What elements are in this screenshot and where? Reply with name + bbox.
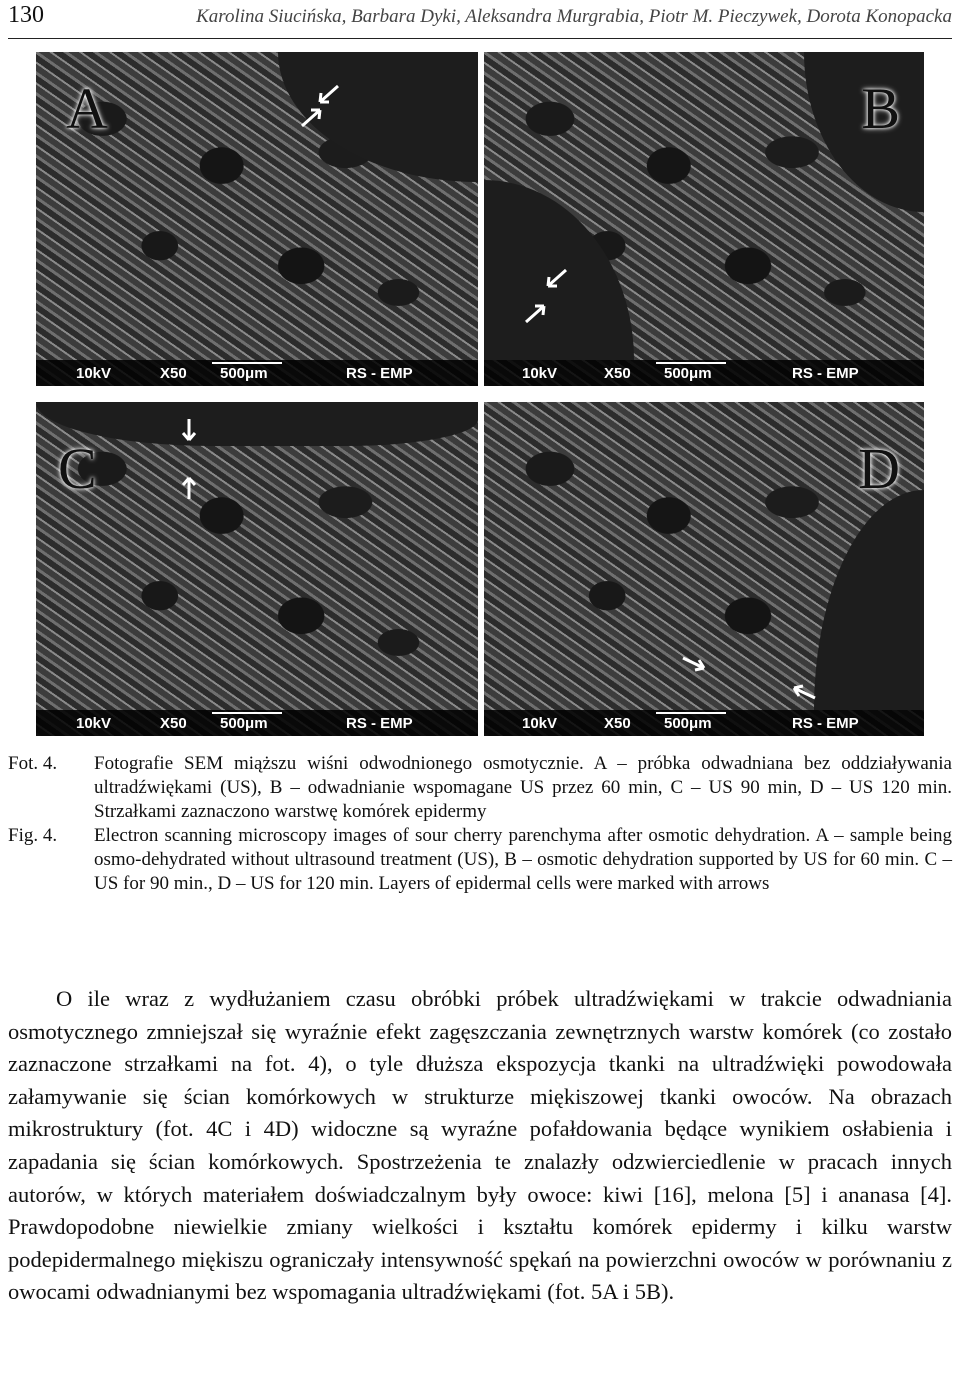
arrow-icon: [788, 678, 818, 708]
arrow-icon: [298, 100, 328, 130]
voltage-label: 10kV: [76, 365, 112, 382]
scale-label: 500μm: [664, 715, 712, 732]
lab-label: RS - EMP: [346, 365, 413, 382]
page-header: [8, 2, 952, 36]
panel-letter-a: A: [66, 76, 108, 141]
arrow-icon: [522, 296, 552, 326]
arrow-icon: [174, 416, 204, 446]
magnification-label: X50: [604, 715, 631, 732]
caption-polish: [8, 752, 952, 824]
magnification-label: X50: [160, 365, 187, 382]
figure-caption: [8, 752, 952, 896]
scale-bar: [484, 710, 924, 736]
sem-panel-a: [36, 52, 478, 386]
scale-bar: [484, 360, 924, 386]
running-authors: Karolina Siucińska, Barbara Dyki, Aleksandra Murgrabia, Piotr M. Pieczywek, Dorota Konopacka: [196, 6, 952, 27]
scale-line: [212, 362, 282, 364]
page-number: 130: [8, 2, 44, 28]
body-paragraph: O ile wraz z wydłużaniem czasu obróbki próbek ultradźwiękami w trakcie odwadniania osmotycznego zmniejszał się wyraźnie efekt zagęszczania zewnętrznych warstw komórek (co zostało zaznaczone strzałkami na fot. 4), o tyle dłuższa ekspozycja tkanki na ultradźwięki powodowała załamywanie się ścian komórkowych w strukturze miękiszowej tkanki owoców. Na obrazach mikrostruktury (fot. 4C i 4D) widoczne są wyraźne pofałdowania będące wynikiem osłabienia i zapadania się ścian komórkowych. Spostrzeżenia te znalazły odzwierciedlenie w pracach innych autorów, w których materiałem doświadczalnym były owoce: kiwi [16], melona [5] i ananasa [4]. Prawdopodobne niewielkie zmiany wielkości i kształtu komórek epidermy i kilku warstw podepidermalnego miękiszu ograniczały intensywność spękań na powierzchni owoców w porównaniu z owocami odwadnianymi bez wspomagania ultradźwiękami (fot. 5A i 5B).: [8, 986, 952, 1305]
lab-label: RS - EMP: [792, 715, 859, 732]
lab-label: RS - EMP: [792, 365, 859, 382]
magnification-label: X50: [604, 365, 631, 382]
sem-panel-d: [484, 402, 924, 736]
scale-line: [656, 362, 726, 364]
caption-english: [8, 824, 952, 896]
scale-line: [656, 712, 726, 714]
scale-label: 500μm: [220, 365, 268, 382]
scale-line: [212, 712, 282, 714]
panel-letter-d: D: [858, 436, 900, 501]
magnification-label: X50: [160, 715, 187, 732]
panel-letter-b: B: [861, 76, 900, 141]
sem-panel-b: [484, 52, 924, 386]
scale-label: 500μm: [664, 365, 712, 382]
scale-label: 500μm: [220, 715, 268, 732]
sem-panel-c: [36, 402, 478, 736]
scale-bar: [36, 360, 478, 386]
caption-text-english: Electron scanning microscopy images of sour cherry parenchyma after osmotic dehydration. A – sample being osmo-dehydrated without ultrasound treatment (US), B – osmotic dehydration supported by US for 60 min. C – US for 90 min., D – US for 120 min. Layers of epidermal cells were marked with arrows: [94, 825, 952, 894]
sem-figure: [36, 52, 924, 736]
arrow-icon: [174, 472, 204, 502]
background-region: [814, 490, 924, 710]
lab-label: RS - EMP: [346, 715, 413, 732]
caption-label-fot: Fot. 4.: [8, 753, 58, 774]
arrow-icon: [680, 648, 710, 678]
background-region: [36, 402, 478, 446]
arrow-icon: [540, 266, 570, 296]
voltage-label: 10kV: [522, 715, 558, 732]
scale-bar: [36, 710, 478, 736]
voltage-label: 10kV: [522, 365, 558, 382]
panel-letter-c: C: [58, 436, 97, 501]
voltage-label: 10kV: [76, 715, 112, 732]
caption-text-polish: Fotografie SEM miąższu wiśni odwodnionego osmotycznie. A – próbka odwadniana bez oddziaływania ultradźwiękami (US), B – odwadnianie wspomagane US przez 60 min, C – US 90 min, D – US 120 min. Strzałkami zaznaczono warstwę komórek epidermy: [94, 753, 952, 822]
caption-label-fig: Fig. 4.: [8, 825, 58, 846]
header-rule: [8, 38, 952, 39]
